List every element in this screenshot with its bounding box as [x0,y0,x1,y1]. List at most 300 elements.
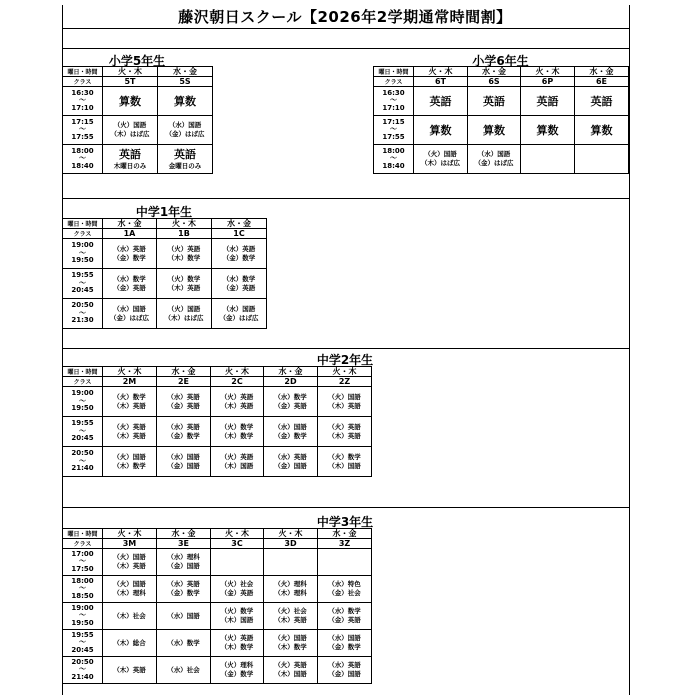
class-label: クラス [63,377,103,387]
cell-line: （金）社会 [328,589,361,597]
cell-line: （火）国語 [328,392,361,401]
cell-line: 18:00 [71,146,94,155]
lesson-cell [318,576,372,603]
time-cell [63,417,103,447]
lesson-cell [157,417,211,447]
cell-line: （水）数学 [274,392,307,401]
table-row [63,145,213,174]
cell-line: ～ [79,96,86,105]
class-header: 3Z [318,539,372,549]
class-header: 2D [264,377,318,387]
time-cell [63,116,103,145]
lesson-cell [211,387,264,417]
day-header: 火・木 [103,529,157,539]
lesson-cell [211,657,264,684]
day-time-label: 曜日・時間 [374,67,414,77]
day-header: 火・木 [521,67,575,77]
cell-line: （金）数学 [328,643,361,651]
cell-line: ～ [79,248,86,257]
day-header: 火・木 [264,529,318,539]
day-header: 火・木 [211,529,264,539]
cell-line: （水）英語 [274,452,307,461]
lesson-cell [157,299,212,329]
time-cell [374,145,414,174]
cell-line: （木）総合 [113,638,146,647]
cell-line: （木）はば広 [110,130,150,138]
timetable-e6 [373,66,629,174]
lesson-cell [103,116,158,145]
cell-line: （木）英語 [328,431,361,440]
day-time-label: 曜日・時間 [63,67,103,77]
cell-line: （火）国語 [424,150,457,158]
time-cell [374,116,414,145]
lesson-cell [212,299,267,329]
day-header: 水・金 [212,219,267,229]
lesson-cell [318,447,372,477]
cell-line: 17:55 [382,132,405,141]
cell-line: （金）英語 [113,283,146,292]
lesson-cell [103,269,157,299]
cell-line: （水）国語 [274,422,307,431]
cell-line: ～ [79,665,86,674]
cell-line: 19:50 [71,618,94,627]
cell-line: （水）数学 [328,607,361,615]
cell-line: 19:00 [71,603,94,612]
cell-line: （水）国語 [222,304,256,313]
cell-line: （金）はば広 [165,130,205,138]
class-header: 2M [103,377,157,387]
cell-line: （火）理科 [220,661,254,669]
header-row-classes [63,77,213,87]
cell-line: 18:40 [382,161,405,170]
table-row [63,447,629,477]
cell-line: （金）国語 [167,562,200,570]
cell-line: 21:30 [71,316,94,325]
cell-line: （水）国語 [477,150,511,158]
cell-line: （火）国語 [113,553,146,561]
day-time-label: 曜日・時間 [63,367,103,377]
lesson-cell [211,447,264,477]
cell-line: （水）理科 [167,553,200,561]
class-header: 5S [158,77,213,87]
table-row [374,116,629,145]
table-row [63,417,629,447]
lesson-cell [158,145,213,174]
lesson-cell [103,417,157,447]
class-label: クラス [374,77,414,87]
section-heading-j3: 中学3年生 [316,515,374,529]
class-label: クラス [63,77,103,87]
cell-line: （金）英語 [220,589,254,597]
day-header: 水・金 [157,367,211,377]
divider [62,198,629,199]
cell-line: （木）はば広 [164,313,204,322]
table-row [63,630,629,657]
class-label: クラス [63,229,103,239]
cell-line: （火）数学 [167,274,201,283]
cell-line: （水）国語 [167,452,200,461]
section-heading-e5: 小学5年生 [108,54,166,68]
header-row-days [374,67,629,77]
time-cell [63,603,103,630]
day-header: 火・木 [103,67,158,77]
lesson-cell [211,576,264,603]
cell-line: 19:55 [71,630,94,639]
lesson-cell [211,417,264,447]
cell-line: 18:00 [382,146,405,155]
time-cell [63,145,103,174]
lesson-cell [212,239,267,269]
lesson-cell [103,145,158,174]
table-row [374,145,629,174]
timetable-j1 [62,218,267,329]
cell-line: 19:50 [71,404,94,413]
lesson-cell [157,576,211,603]
lesson-cell: 英語 [414,87,468,116]
cell-line: （火）国語 [113,121,147,129]
header-row-days [63,529,629,539]
cell-line: （木）数学 [220,643,254,651]
subject-note: 金曜日のみ [168,162,202,170]
cell-line: 19:55 [71,271,94,280]
lesson-cell [264,417,318,447]
cell-line: （水）国語 [328,634,361,642]
cell-line: ～ [79,308,86,317]
cell-line: 20:50 [71,301,94,310]
lesson-cell [264,447,318,477]
cell-line: （火）国語 [167,304,201,313]
lesson-cell [211,630,264,657]
class-header: 1A [103,229,157,239]
timetable-e5 [62,66,213,174]
cell-line: 17:10 [71,103,94,112]
lesson-cell [103,630,157,657]
cell-line: （金）数学 [113,253,146,262]
lesson-cell [264,549,318,576]
cell-line: （木）英語 [113,431,146,440]
time-cell [63,87,103,116]
cell-line: 20:50 [71,657,94,666]
time-cell [63,269,103,299]
lesson-cell [103,549,157,576]
cell-line: （水）数学 [167,638,200,647]
cell-line: （木）英語 [113,665,146,674]
day-header: 水・金 [158,67,213,77]
class-header: 2C [211,377,264,387]
class-header: 2Z [318,377,372,387]
cell-line: （水）英語 [167,422,200,431]
cell-line: （金）英語 [222,283,256,292]
lesson-cell [157,630,211,657]
lesson-cell [103,299,157,329]
cell-line: （木）社会 [113,611,146,620]
cell-line: ～ [79,278,86,287]
cell-line: （金）国語 [328,670,361,678]
lesson-cell [318,630,372,657]
lesson-cell [264,657,318,684]
lesson-cell [211,549,264,576]
cell-line: ～ [79,125,86,134]
day-header: 火・木 [103,367,157,377]
cell-line: 20:45 [71,286,94,295]
cell-line: （木）英語 [274,616,307,624]
day-header: 水・金 [318,529,372,539]
lesson-cell [318,387,372,417]
subject-label: 英語 [174,148,196,161]
cell-line: （水）社会 [167,665,200,674]
cell-line: 17:15 [71,117,94,126]
cell-line: （木）数学 [167,253,201,262]
class-header: 3C [211,539,264,549]
lesson-cell [318,603,372,630]
day-header: 水・金 [157,529,211,539]
day-header: 火・木 [414,67,468,77]
cell-line: 19:00 [71,241,94,250]
cell-line: 20:45 [71,645,94,654]
cell-line: ～ [390,96,397,105]
header-row-classes [63,377,629,387]
cell-line: 20:45 [71,434,94,443]
cell-line: （木）英語 [220,401,254,410]
table-row [63,116,213,145]
page-title: 藤沢朝日スクール【2026年2学期通常時間割】 [178,8,512,26]
lesson-cell [103,657,157,684]
cell-line: （水）英語 [113,244,146,253]
cell-line: （火）理科 [274,580,307,588]
cell-line: ～ [390,125,397,134]
section-heading-j1: 中学1年生 [135,205,193,219]
cell-line: （火）英語 [220,392,254,401]
lesson-cell [157,447,211,477]
day-header: 水・金 [103,219,157,229]
cell-line: （水）国語 [113,304,146,313]
lesson-cell [264,630,318,657]
cell-line: （金）数学 [220,670,254,678]
cell-line: （火）英語 [220,634,254,642]
cell-line: （火）国語 [274,634,307,642]
cell-line: （火）英語 [167,244,201,253]
lesson-cell: 算数 [414,116,468,145]
timetable-j2 [62,366,629,477]
table-row [63,576,629,603]
day-header: 水・金 [575,67,629,77]
cell-line: （水）英語 [328,661,361,669]
lesson-cell [103,603,157,630]
lesson-cell: 算数 [158,87,213,116]
lesson-cell [157,269,212,299]
time-cell [63,549,103,576]
lesson-cell [103,447,157,477]
cell-line: （火）社会 [274,607,307,615]
lesson-cell [103,239,157,269]
cell-line: （木）数学 [113,461,146,470]
cell-line: （木）国語 [220,461,254,470]
lesson-cell [264,576,318,603]
cell-line: （木）はば広 [421,159,460,167]
cell-line: （金）英語 [328,616,361,624]
divider [62,28,629,29]
lesson-cell [468,145,521,174]
lesson-cell [157,549,211,576]
cell-line: （木）理科 [113,589,146,597]
cell-line: 19:00 [71,389,94,398]
table-row [63,549,629,576]
lesson-cell [157,239,212,269]
day-header: 火・木 [318,367,372,377]
cell-line: ～ [79,611,86,620]
class-header: 2E [157,377,211,387]
cell-line: ～ [79,456,86,465]
cell-line: ～ [79,557,86,566]
cell-line: （水）英語 [167,580,200,588]
lesson-cell: 英語 [468,87,521,116]
header-row-classes [63,539,629,549]
cell-line: （金）数学 [167,589,200,597]
lesson-cell: 算数 [575,116,629,145]
cell-line: 17:50 [71,564,94,573]
lesson-cell [575,145,629,174]
table-row [63,269,267,299]
lesson-cell: 算数 [521,116,575,145]
cell-line: （火）数学 [220,422,254,431]
cell-line: 21:40 [71,672,94,681]
class-header: 3M [103,539,157,549]
lesson-cell: 英語 [575,87,629,116]
class-header: 1B [157,229,212,239]
class-header: 5T [103,77,158,87]
lesson-cell [212,269,267,299]
class-header: 6P [521,77,575,87]
lesson-cell [521,145,575,174]
cell-line: （火）英語 [113,422,146,431]
time-cell [63,239,103,269]
divider [62,48,629,49]
cell-line: ～ [79,638,86,647]
cell-line: （火）英語 [220,452,254,461]
day-header: 水・金 [264,367,318,377]
lesson-cell [103,387,157,417]
lesson-cell [157,657,211,684]
lesson-cell [264,603,318,630]
header-row-days [63,367,629,377]
time-cell [374,87,414,116]
cell-line: （木）数学 [220,431,254,440]
cell-line: 17:00 [71,549,94,558]
cell-line: （金）数学 [274,431,307,440]
cell-line: 17:10 [382,103,405,112]
lesson-cell [318,417,372,447]
lesson-cell [103,576,157,603]
cell-line: （木）国語 [328,461,361,470]
subject-note: 木曜日のみ [113,162,147,170]
header-row-days [63,67,213,77]
class-label: クラス [63,539,103,549]
cell-line: （木）数学 [274,643,307,651]
day-header: 火・木 [157,219,212,229]
cell-line: （金）はば広 [219,313,259,322]
lesson-cell [157,387,211,417]
lesson-cell [414,145,468,174]
header-row-classes [63,229,267,239]
cell-line: （水）英語 [222,244,256,253]
lesson-cell [157,603,211,630]
lesson-cell: 算数 [103,87,158,116]
table-row [63,387,629,417]
cell-line: （水）英語 [167,392,200,401]
time-cell [63,387,103,417]
cell-line: 19:50 [71,256,94,265]
cell-line: （火）数学 [328,452,361,461]
class-header: 3D [264,539,318,549]
time-cell [63,576,103,603]
cell-line: （木）英語 [113,401,146,410]
day-time-label: 曜日・時間 [63,219,103,229]
cell-line: （水）国語 [167,611,200,620]
cell-line: （水）数学 [222,274,256,283]
cell-line: （金）英語 [274,401,307,410]
timetable-j3 [62,528,629,684]
cell-line: 16:30 [71,88,94,97]
time-cell [63,447,103,477]
table-row [63,239,267,269]
lesson-cell [158,116,213,145]
cell-line: （火）英語 [274,661,307,669]
cell-line: ～ [79,584,86,593]
section-heading-j2: 中学2年生 [316,353,374,367]
cell-line: （金）国語 [167,461,200,470]
class-header: 1C [212,229,267,239]
cell-line: 20:50 [71,449,94,458]
cell-line: （金）はば広 [110,313,149,322]
cell-line: （水）数学 [113,274,146,283]
lesson-cell: 算数 [468,116,521,145]
divider [62,348,629,349]
cell-line: ～ [79,154,86,163]
lesson-cell [211,603,264,630]
cell-line: （水）国語 [168,121,202,129]
cell-line: （金）数学 [222,253,256,262]
cell-line: ～ [390,154,397,163]
cell-line: （火）国語 [113,580,146,588]
cell-line: （木）国語 [220,616,254,624]
table-row [63,603,629,630]
lesson-cell [318,549,372,576]
lesson-cell [264,387,318,417]
cell-line: （火）数学 [113,392,146,401]
day-header: 水・金 [468,67,521,77]
cell-line: （金）国語 [274,461,307,470]
cell-line: （木）英語 [328,401,361,410]
divider [62,507,629,508]
day-time-label: 曜日・時間 [63,529,103,539]
header-row-classes [374,77,629,87]
cell-line: 17:55 [71,132,94,141]
section-heading-e6: 小学6年生 [472,54,529,68]
table-row [63,299,267,329]
cell-line: （水）特色 [328,580,361,588]
header-row-days [63,219,267,229]
time-cell [63,657,103,684]
cell-line: （金）数学 [167,431,200,440]
cell-line: （火）国語 [113,452,146,461]
cell-line: 21:40 [71,464,94,473]
cell-line: 18:00 [71,576,94,585]
class-header: 6T [414,77,468,87]
class-header: 3E [157,539,211,549]
cell-line: （木）国語 [274,670,307,678]
cell-line: 19:55 [71,419,94,428]
cell-line: 16:30 [382,88,405,97]
